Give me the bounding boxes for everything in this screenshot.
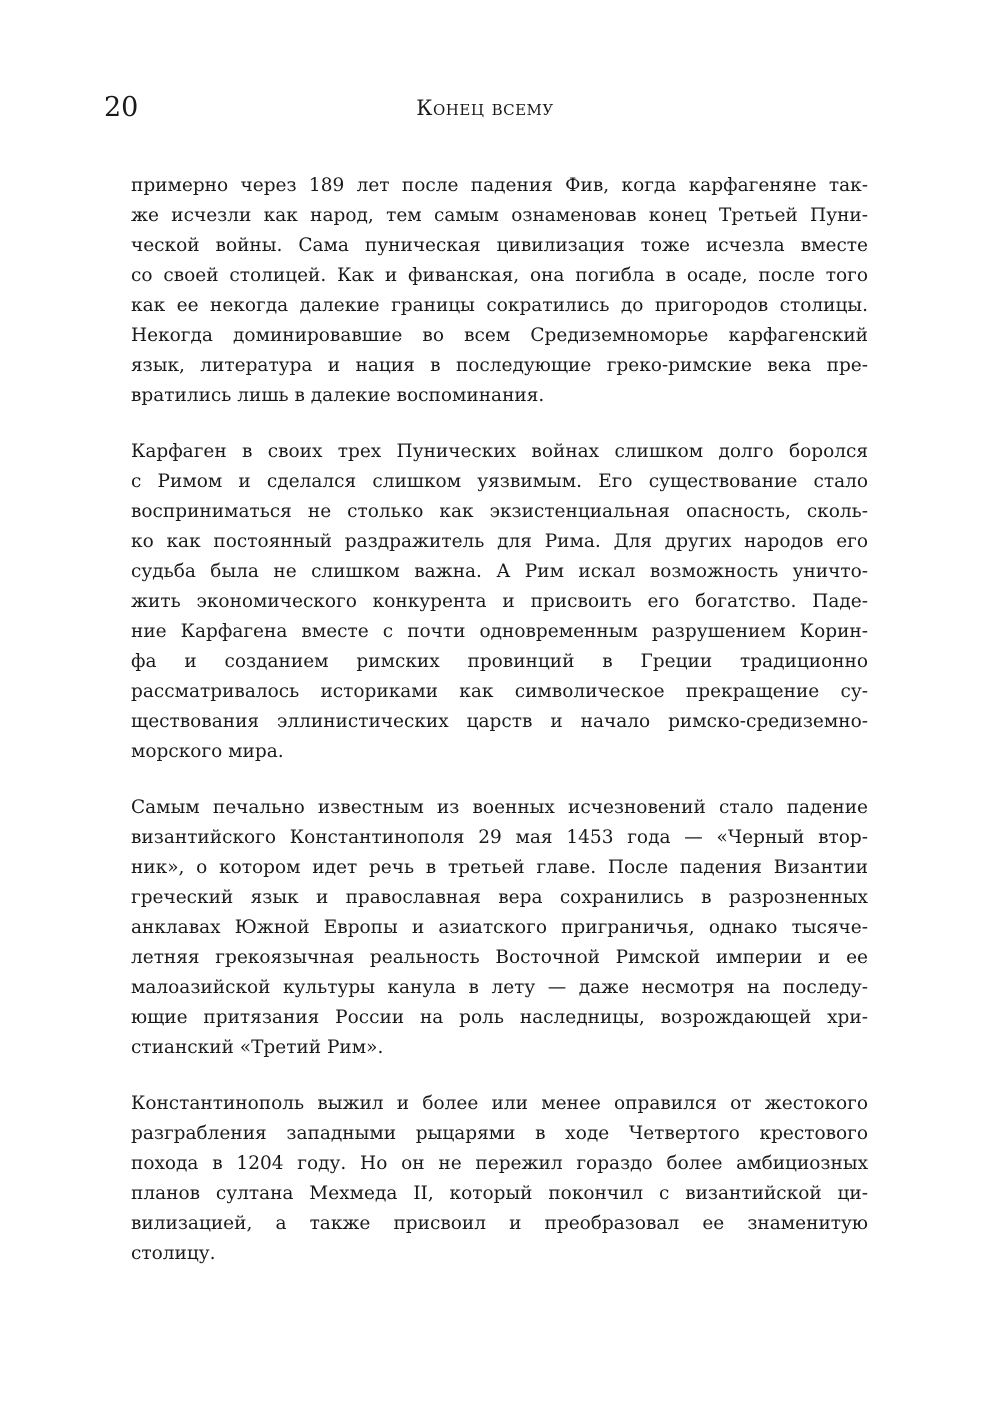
text-line: греческий язык и православная вера сохранились в разрозненных — [131, 887, 868, 908]
paragraph — [131, 793, 868, 1063]
text-line: ние Карфагена вместе с почти одновременным разрушением Корин- — [131, 621, 868, 642]
text-line: жить экономического конкурента и присвоить его богатство. Паде- — [131, 591, 868, 612]
text-line: вратились лишь в далекие воспоминания. — [131, 385, 545, 406]
page-number: 20 — [104, 92, 139, 123]
text-line: планов султана Мехмеда II, который покончил с византийской ци- — [131, 1183, 868, 1204]
text-line: столицу. — [131, 1243, 216, 1264]
text-line: же исчезли как народ, тем самым ознаменовав конец Третьей Пуни- — [131, 205, 868, 226]
text-line: византийского Константинополя 29 мая 1453 года — «Черный втор- — [131, 827, 868, 848]
text-line: судьба была не слишком важна. А Рим искал возможность уничто- — [131, 561, 868, 582]
text-line: Карфаген в своих трех Пунических войнах слишком долго боролся — [131, 441, 868, 462]
text-line: малоазийской культуры канула в лету — даже несмотря на последу- — [131, 977, 868, 998]
text-line: с Римом и сделался слишком уязвимым. Его существование стало — [131, 471, 868, 492]
text-line: как ее некогда далекие границы сократились до пригородов столицы. — [131, 295, 868, 316]
text-line: анклавах Южной Европы и азиатского приграничья, однако тысяче- — [131, 917, 868, 938]
text-line: Самым печально известным из военных исчезновений стало падение — [131, 797, 868, 818]
text-line: ник», о котором идет речь в третьей главе. После падения Византии — [131, 857, 868, 878]
text-line: вилизацией, а также присвоил и преобразовал ее знаменитую — [131, 1213, 868, 1234]
text-line: похода в 1204 году. Но он не пережил гораздо более амбициозных — [131, 1153, 868, 1174]
paragraph — [131, 437, 868, 767]
text-line: язык, литература и нация в последующие греко-римские века пре- — [131, 355, 868, 376]
paragraph — [131, 171, 868, 411]
text-line: фа и созданием римских провинций в Греции традиционно — [131, 651, 868, 672]
text-line: Константинополь выжил и более или менее оправился от жестокого — [131, 1093, 868, 1114]
body-text — [131, 171, 868, 1295]
text-line: ющие притязания России на роль наследницы, возрождающей хри- — [131, 1007, 868, 1028]
page-header — [104, 88, 866, 128]
paragraph — [131, 1089, 868, 1269]
text-line: ческой войны. Сама пуническая цивилизация тоже исчезла вместе — [131, 235, 868, 256]
text-line: разграбления западными рыцарями в ходе Четвертого крестового — [131, 1123, 868, 1144]
text-line: Некогда доминировавшие во всем Средиземноморье карфагенский — [131, 325, 868, 346]
text-line: примерно через 189 лет после падения Фив, когда карфагеняне так- — [131, 175, 868, 196]
text-line: со своей столицей. Как и фиванская, она погибла в осаде, после того — [131, 265, 868, 286]
text-line: рассматривалось историками как символическое прекращение су- — [131, 681, 868, 702]
text-line: восприниматься не столько как экзистенциальная опасность, сколь- — [131, 501, 868, 522]
text-line: морского мира. — [131, 741, 284, 762]
text-line: летняя грекоязычная реальность Восточной Римской империи и ее — [131, 947, 868, 968]
running-title: Конец всему — [416, 96, 554, 120]
text-line: ществования эллинистических царств и начало римско-средиземно- — [131, 711, 868, 732]
text-line: стианский «Третий Рим». — [131, 1037, 384, 1058]
text-line: ко как постоянный раздражитель для Рима. Для других народов его — [131, 531, 868, 552]
